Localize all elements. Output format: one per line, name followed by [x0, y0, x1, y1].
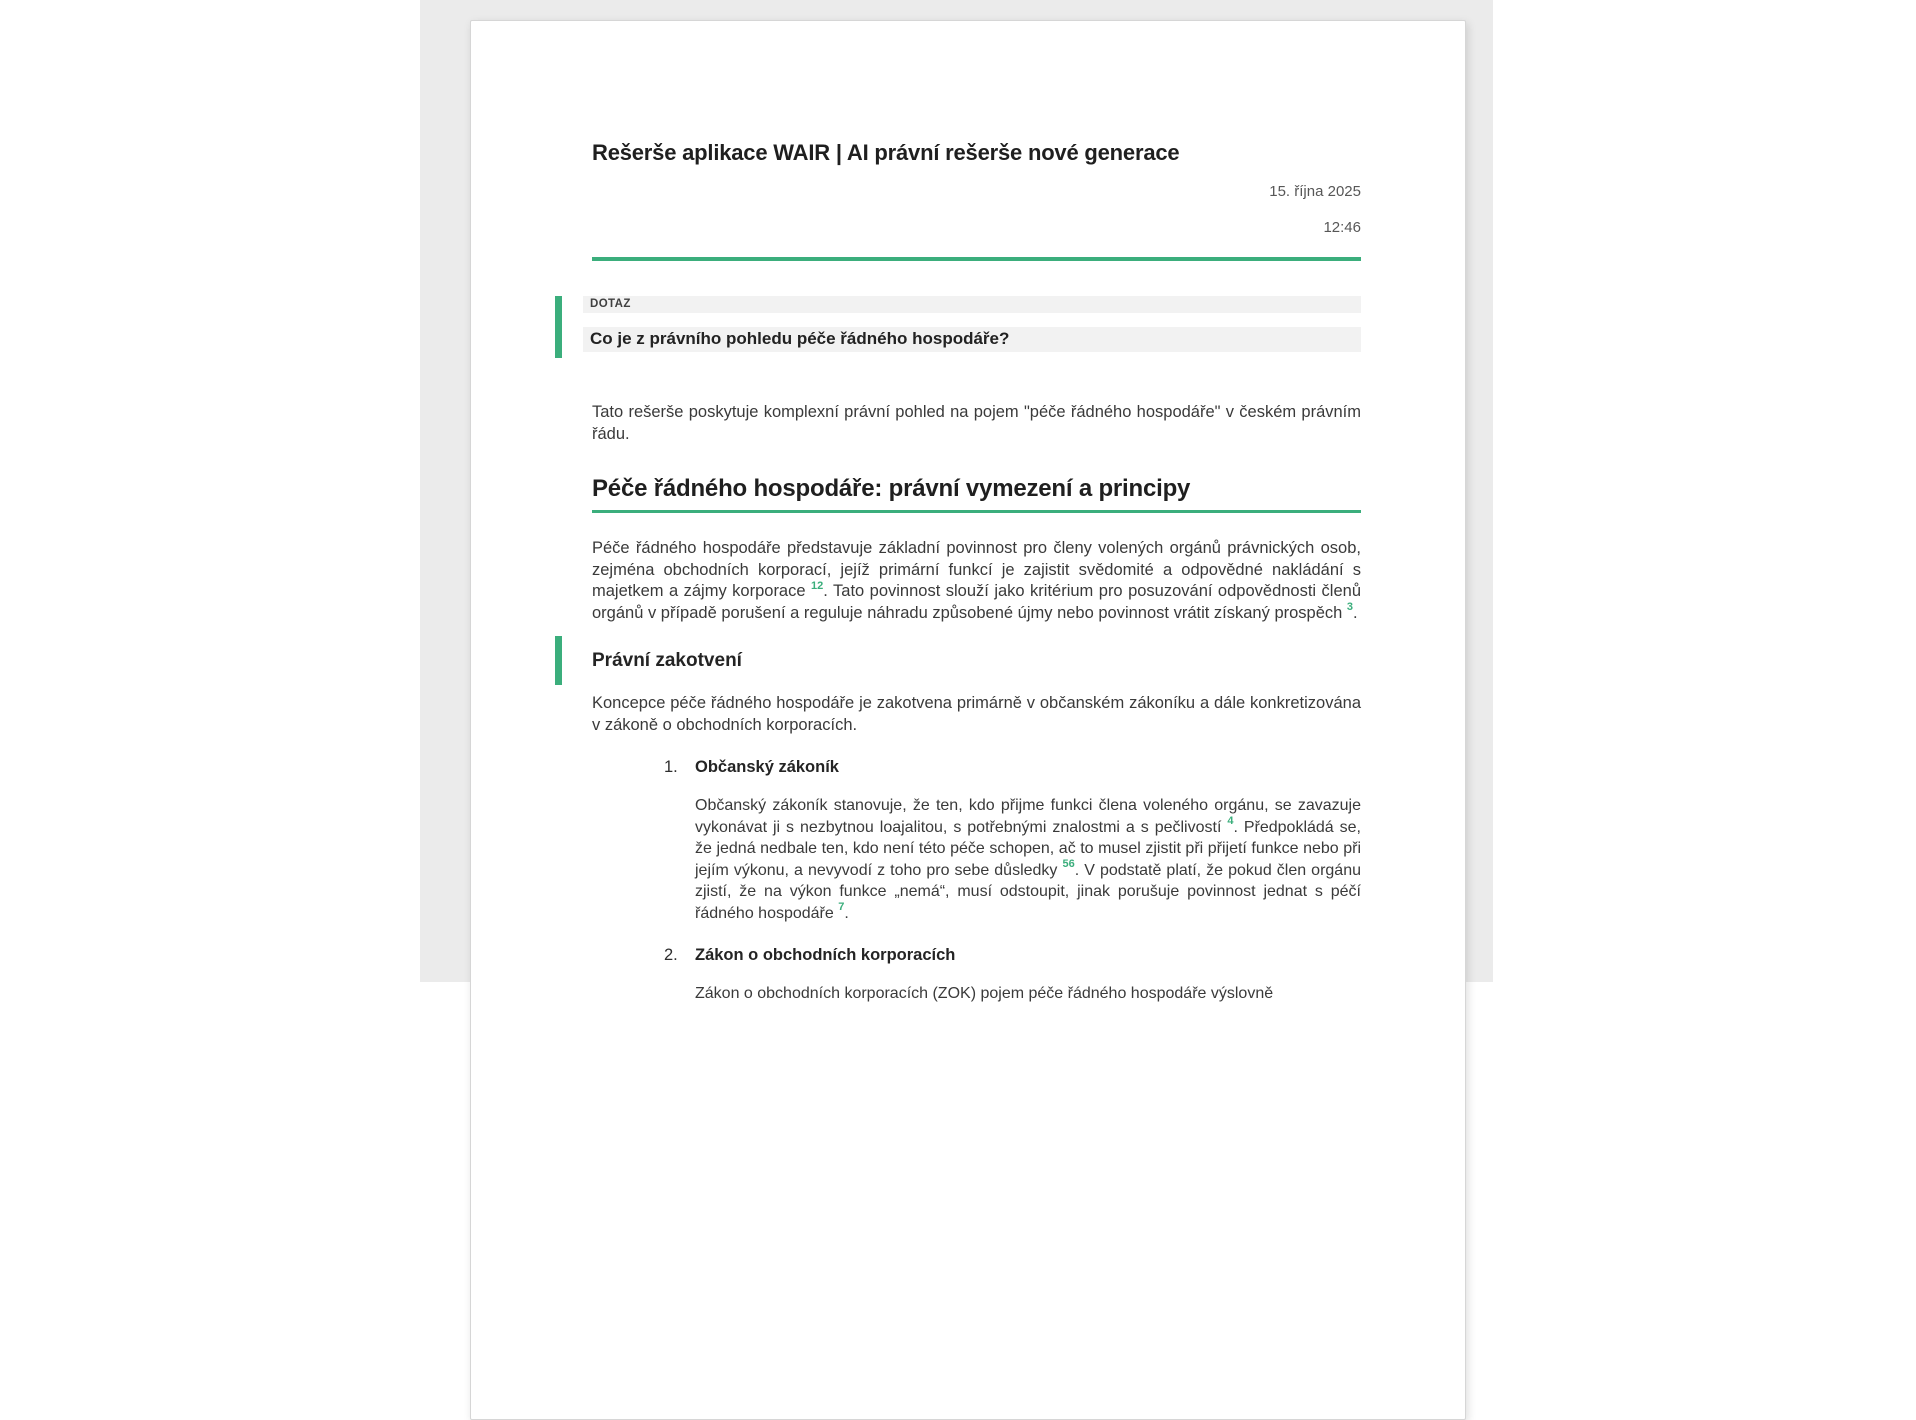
document-page[interactable] [470, 20, 1466, 1420]
title-divider [592, 257, 1361, 261]
list-item-1-number: 1. [664, 758, 678, 776]
list-item-2-title: Zákon o obchodních korporacích [695, 946, 956, 964]
section-heading: Péče řádného hospodáře: právní vymezení a principy [592, 475, 1191, 502]
list-item-1-title: Občanský zákoník [695, 758, 839, 776]
subsection-block [592, 650, 1361, 672]
query-label: DOTAZ [583, 296, 1361, 313]
page-title: Rešerše aplikace WAIR | AI právní rešerše nové generace [592, 140, 1180, 165]
section-heading-underline [592, 510, 1361, 513]
list-item-2-paragraph: Zákon o obchodních korporacích (ZOK) pojem péče řádného hospodáře výslovně [695, 985, 1274, 1002]
footnote-reference[interactable]: 12 [811, 579, 824, 592]
footnote-reference[interactable]: 7 [838, 901, 845, 914]
list-item-2-heading [592, 945, 1361, 965]
footnote-reference[interactable]: 4 [1227, 815, 1234, 828]
subsection-accent-bar [555, 636, 562, 685]
subsection-paragraph: Koncepce péče řádného hospodáře je zakotvena primárně v občanském zákoníku a dále konkretizována v zákoně o obchodních korporacích. [592, 694, 1361, 734]
list-item-2-number: 2. [664, 946, 678, 964]
query-block [583, 296, 1361, 352]
list-item-1-heading [592, 757, 1361, 777]
section-paragraph: Péče řádného hospodáře představuje základní povinnost pro členy volených orgánů právnických osob, zejména obchodních korporací, jejíž primární funkcí je zajistit svědomité a odpovědné nakládání s majetkem a zájmy korporace $^{12}$. Tato povinnost slouží jako kritérium pro posuzování odpovědnosti členů orgánů v případě porušení a reguluje náhradu způsobené újmy nebo povinnost vrátit získaný prospěch $^3$. [592, 539, 1361, 622]
intro-paragraph: Tato rešerše poskytuje komplexní právní pohled na pojem "péče řádného hospodáře" v českém právním řádu. [592, 403, 1361, 443]
page-time: 12:46 [1323, 219, 1361, 236]
page-content [471, 21, 1465, 1005]
query-accent-bar [555, 296, 562, 358]
footnote-reference[interactable]: 3 [1346, 601, 1354, 613]
subsection-heading: Právní zakotvení [592, 650, 742, 671]
list-item-1-paragraph: Občanský zákoník stanovuje, že ten, kdo přijme funkci člena voleného orgánu, se zavazuje vykonávat ji s nezbytnou loajalitou, s potřebnými znalostmi a s pečlivostí $^4$. Předpokládá se, že jedná nedbale ten, kdo není této péče schopen, ač to musel zjistit při přijetí funkce nebo při jejím výkonu, a nevyvodí z toho pro sebe důsledky $^{56}$. V podstatě platí, že pokud člen orgánu zjistí, že na výkon funkce „nemá“, musí odstoupit, jinak porušuje povinnost jednat s péčí řádného hospodáře $^7$. [695, 797, 1362, 922]
query-gap [583, 313, 1361, 327]
query-question: Co je z právního pohledu péče řádného hospodáře? [583, 327, 1361, 352]
footnote-reference[interactable]: 56 [1062, 858, 1075, 871]
page-date: 15. října 2025 [1269, 183, 1361, 200]
